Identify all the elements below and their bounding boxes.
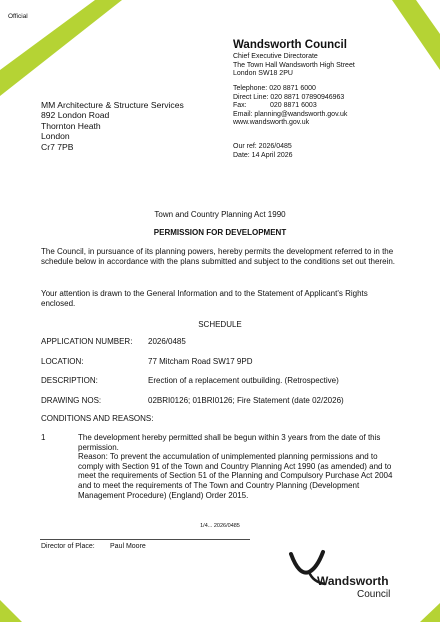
condition-number: 1 [41, 433, 46, 442]
contact-direct-line: Direct Line: 020 8871 07890946963 [233, 93, 345, 101]
conditions-heading: CONDITIONS AND REASONS: [41, 414, 154, 423]
contact-email[interactable]: Email: planning@wandsworth.gov.uk [233, 110, 348, 118]
condition-reason: Reason: To prevent the accumulation of unimplemented planning permissions and to comply with Section 91 of the Town and Country Planning Act 1990 (as amended) and to meet the requirements of Section 51 of the Planning and Compulsory Purchase Act 2004 and to meet the requirements of The Town and Country Planning (Development Management Procedure) (England) Order 2015. [78, 452, 393, 500]
contact-fax: Fax: 020 8871 6003 [233, 102, 317, 110]
bottom-left-green-stripe [0, 600, 22, 622]
council-website[interactable]: www.wandsworth.gov.uk [233, 119, 310, 127]
condition-text [78, 433, 398, 500]
recipient-line: 892 London Road [41, 110, 110, 121]
location-label: LOCATION: [41, 357, 84, 366]
recipient-line: London [41, 131, 70, 142]
director-label: Director of Place: [41, 543, 95, 550]
address-line: London SW18 2PU [233, 70, 293, 78]
council-address [233, 53, 355, 79]
intro-paragraph: The Council, in pursuance of its planning powers, hereby permits the development referred to in the schedule below in accordance with the plans submitted and subject to the conditions set out therein. [41, 247, 395, 266]
attention-paragraph: Your attention is drawn to the General Information and to the Statement of Applicant's Rights enclosed. [41, 289, 368, 308]
schedule-title: SCHEDULE [198, 320, 242, 329]
permission-title: PERMISSION FOR DEVELOPMENT [153, 228, 287, 237]
drawing-nos-label: DRAWING NOS: [41, 396, 102, 405]
classification-label: Official [8, 13, 28, 20]
reference-block [233, 143, 293, 160]
letter-date: Date: 14 April 2026 [233, 151, 293, 159]
condition-statement: The development hereby permitted shall be begun within 3 years from the date of this permission. [78, 433, 381, 452]
act-title: Town and Country Planning Act 1990 [154, 210, 286, 219]
page-reference: 1/4... 2026/0485 [200, 523, 240, 529]
location-value: 77 Mitcham Road SW17 9PD [148, 357, 253, 366]
recipient-line: Thornton Heath [41, 120, 101, 131]
recipient-line: Cr7 7PB [41, 141, 74, 152]
description-value: Erection of a replacement outbuilding. (Retrospective) [148, 376, 339, 385]
recipient-line: MM Architecture & Structure Services [41, 100, 184, 110]
logo-wordmark-council: Council [357, 589, 391, 600]
application-number-label: APPLICATION NUMBER: [41, 337, 133, 346]
address-line: The Town Hall Wandsworth High Street [233, 61, 355, 69]
council-name: Wandsworth Council [233, 39, 347, 51]
contact-telephone: Telephone: 020 8871 6000 [233, 85, 316, 92]
council-contacts [233, 85, 347, 128]
application-number-value: 2026/0485 [148, 337, 186, 346]
recipient-address [41, 100, 184, 152]
address-line: Chief Executive Directorate [233, 53, 318, 60]
top-right-green-stripe [392, 0, 440, 70]
our-ref: Our ref: 2026/0485 [233, 143, 292, 150]
director-name: Paul Moore [110, 543, 146, 550]
drawing-nos-value: 02BRI0126; 01BRI0126; Fire Statement (date 02/2026) [148, 396, 344, 405]
logo-wordmark-wandsworth: Wandsworth [317, 574, 389, 588]
bottom-right-green-stripe [420, 603, 440, 622]
description-label: DESCRIPTION: [41, 376, 98, 385]
